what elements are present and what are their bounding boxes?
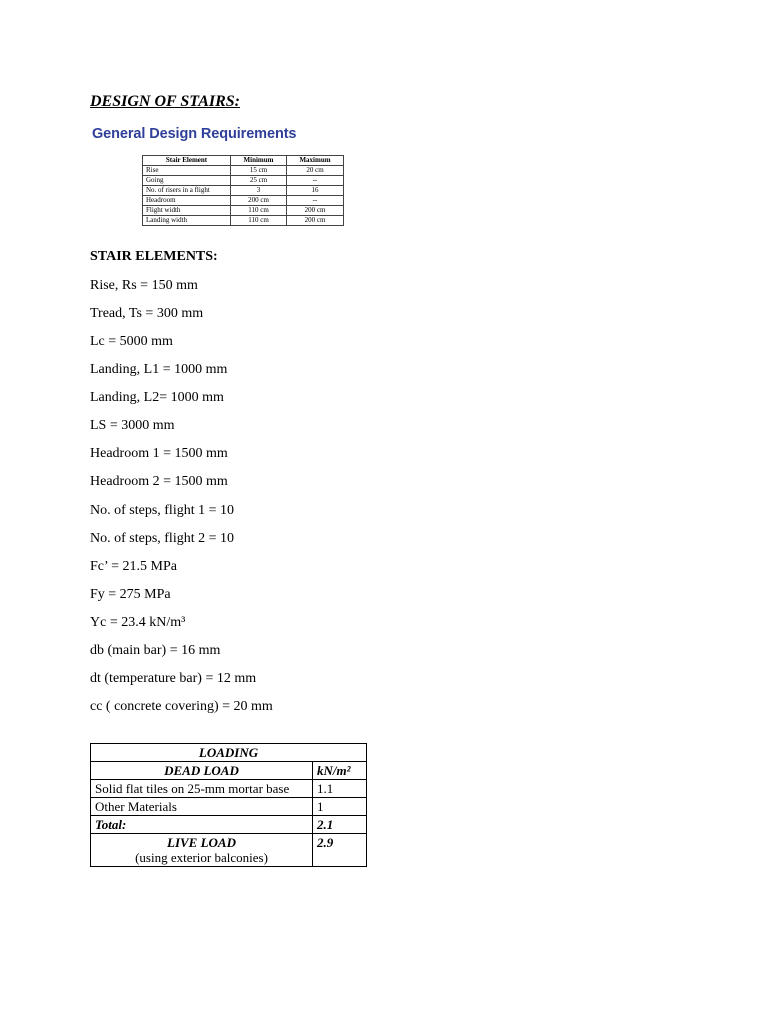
loading-title: LOADING <box>91 744 367 762</box>
total-label: Total: <box>91 816 313 834</box>
table-row <box>143 216 344 226</box>
table-cell: Landing width <box>143 216 231 226</box>
table-cell: 1 <box>313 798 367 816</box>
element-steps-flight-1: No. of steps, flight 1 = 10 <box>90 503 234 518</box>
table-cell: Flight width <box>143 206 231 216</box>
table-cell: 110 cm <box>231 216 287 226</box>
element-landing-1: Landing, L1 = 1000 mm <box>90 362 228 377</box>
requirements-table <box>142 155 344 226</box>
element-temperature-bar: dt (temperature bar) = 12 mm <box>90 671 257 686</box>
table-cell: Headroom <box>143 196 231 206</box>
element-fy: Fy = 275 MPa <box>90 587 171 602</box>
table-cell: -- <box>287 176 344 186</box>
table-cell: Solid flat tiles on 25-mm mortar base <box>91 780 313 798</box>
table-cell: 16 <box>287 186 344 196</box>
table-row <box>91 834 367 867</box>
element-fc: Fc’ = 21.5 MPa <box>90 559 177 574</box>
table-cell: 200 cm <box>287 216 344 226</box>
element-ls: LS = 3000 mm <box>90 418 175 433</box>
total-value: 2.1 <box>313 816 367 834</box>
table-row <box>91 816 367 834</box>
live-load-value: 2.9 <box>313 834 367 867</box>
table-row <box>143 196 344 206</box>
header-cell: Stair Element <box>143 156 231 166</box>
element-landing-2: Landing, L2= 1000 mm <box>90 390 224 405</box>
stair-elements-heading: STAIR ELEMENTS: <box>90 249 218 264</box>
table-cell: -- <box>287 196 344 206</box>
table-row <box>91 798 367 816</box>
table-cell: 3 <box>231 186 287 196</box>
table-cell: 15 cm <box>231 166 287 176</box>
element-main-bar: db (main bar) = 16 mm <box>90 643 221 658</box>
table-cell: No. of risers in a flight <box>143 186 231 196</box>
table-row <box>91 762 367 780</box>
table-cell: Other Materials <box>91 798 313 816</box>
element-yc: Yc = 23.4 kN/m³ <box>90 615 186 630</box>
loading-table <box>90 743 367 867</box>
table-row <box>91 744 367 762</box>
element-lc: Lc = 5000 mm <box>90 334 173 349</box>
unit-label: kN/m² <box>313 762 367 780</box>
table-cell: 1.1 <box>313 780 367 798</box>
live-load-cell <box>91 834 313 867</box>
element-rise: Rise, Rs = 150 mm <box>90 278 198 293</box>
table-row <box>143 166 344 176</box>
table-row <box>91 780 367 798</box>
element-concrete-covering: cc ( concrete covering) = 20 mm <box>90 699 273 714</box>
element-headroom-2: Headroom 2 = 1500 mm <box>90 474 228 489</box>
table-row <box>143 176 344 186</box>
table-cell: 110 cm <box>231 206 287 216</box>
element-steps-flight-2: No. of steps, flight 2 = 10 <box>90 531 234 546</box>
page-title: DESIGN OF STAIRS: <box>90 93 240 110</box>
live-load-label: LIVE LOAD <box>167 835 236 850</box>
live-load-note: (using exterior balconies) <box>135 850 268 865</box>
header-cell: Minimum <box>231 156 287 166</box>
table-header-row <box>143 156 344 166</box>
element-tread: Tread, Ts = 300 mm <box>90 306 204 321</box>
requirements-heading: General Design Requirements <box>92 126 297 142</box>
table-cell: 200 cm <box>287 206 344 216</box>
dead-load-label: DEAD LOAD <box>91 762 313 780</box>
table-cell: 20 cm <box>287 166 344 176</box>
table-row <box>143 206 344 216</box>
table-row <box>143 186 344 196</box>
table-cell: 200 cm <box>231 196 287 206</box>
table-cell: 25 cm <box>231 176 287 186</box>
element-headroom-1: Headroom 1 = 1500 mm <box>90 446 228 461</box>
table-cell: Going <box>143 176 231 186</box>
header-cell: Maximum <box>287 156 344 166</box>
table-cell: Rise <box>143 166 231 176</box>
